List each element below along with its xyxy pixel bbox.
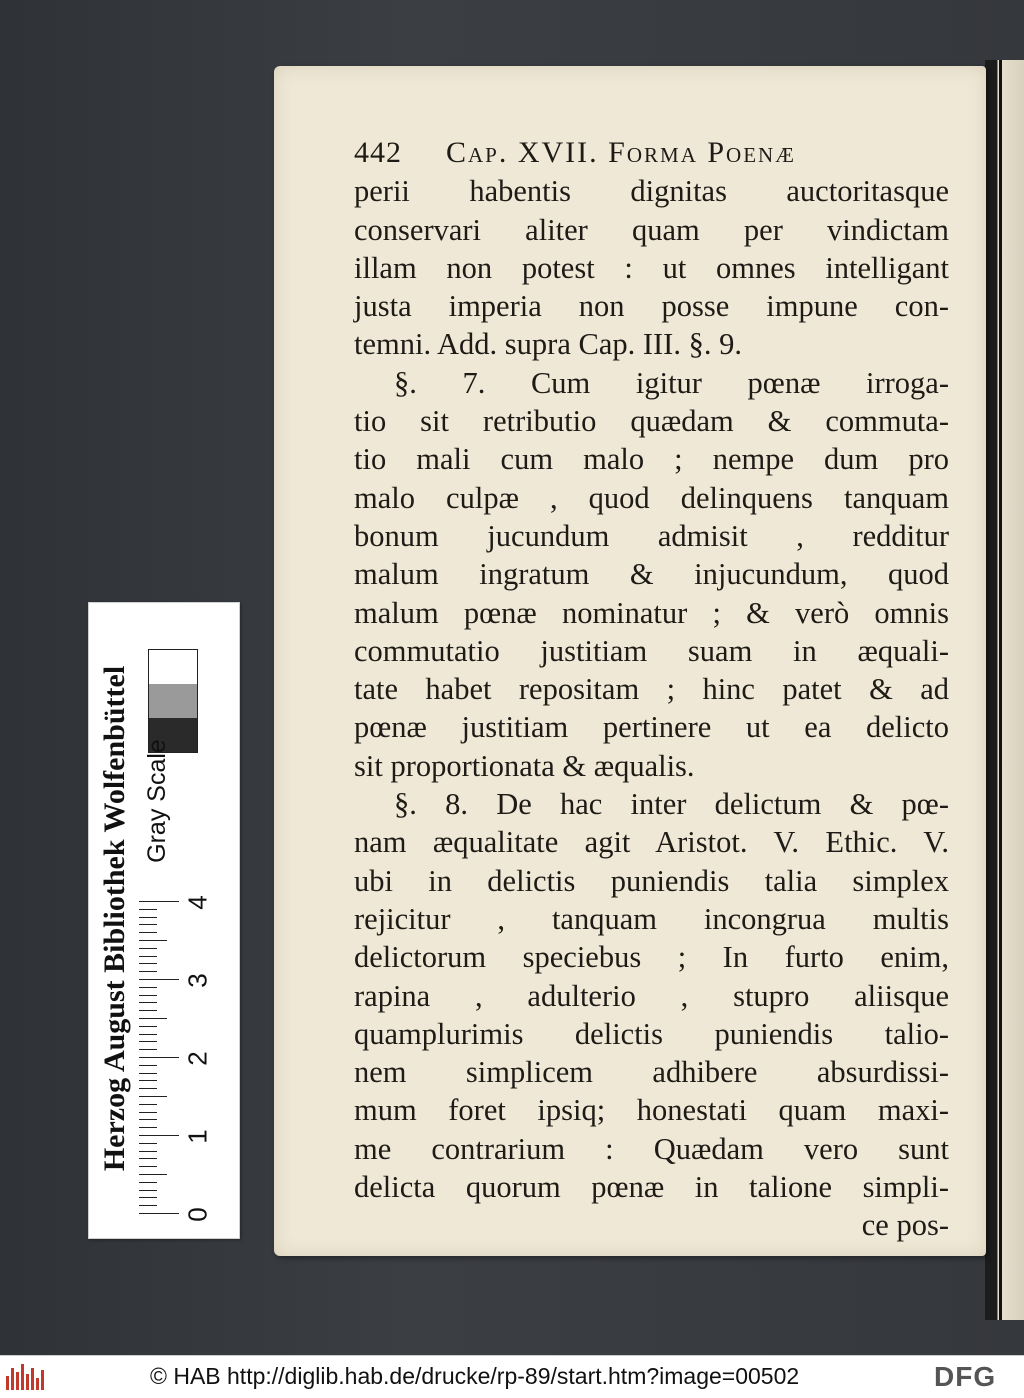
- gray-scale-ruler: [88, 602, 240, 1239]
- ruler-tick: [139, 909, 157, 910]
- text-line: quamplurimis delictis puniendis talio-: [354, 1016, 949, 1051]
- text-line: sit proportionata & æqualis.: [354, 748, 695, 783]
- text-line: tio mali cum malo ; nempe dum pro: [354, 442, 949, 477]
- text-line: commutatio justitiam suam in æquali-: [354, 633, 949, 668]
- ruler-title: Herzog August Bibliothek Wolfenbüttel: [98, 665, 131, 1172]
- ruler-tick: [139, 901, 179, 902]
- ruler-tick: [139, 1065, 157, 1066]
- text-line: justa imperia non posse impune con-: [354, 289, 949, 324]
- ruler-tick: [139, 1143, 157, 1144]
- ruler-tick: [139, 1049, 157, 1050]
- text-line: rejicitur , tanquam incongrua multis: [354, 901, 949, 936]
- ruler-tick: [139, 917, 157, 918]
- ruler-tick: [139, 979, 179, 980]
- text-line: tate habet repositam ; hinc patet & ad: [354, 672, 949, 707]
- text-line: §. 8. De hac inter delictum & pœ-: [394, 787, 949, 822]
- ruler-tick: [139, 1127, 157, 1128]
- page-text: [354, 134, 949, 1245]
- next-page-edge: [985, 60, 1024, 1320]
- ruler-tick: [139, 1041, 157, 1042]
- ruler-number: 3: [182, 973, 213, 988]
- text-lines: [354, 172, 949, 1206]
- ruler-tick: [139, 1034, 157, 1035]
- text-line: me contrarium : Quædam vero sunt: [354, 1131, 949, 1166]
- text-line: §. 7. Cum igitur pœnæ irroga-: [394, 365, 949, 400]
- text-line: mum foret ipsiq; honestati quam maxi-: [354, 1093, 949, 1128]
- text-line: nem simplicem adhibere absurdissi-: [354, 1055, 949, 1090]
- ruler-tick: [139, 1088, 157, 1089]
- ruler-tick: [139, 1073, 157, 1074]
- page-number: 442: [354, 136, 402, 169]
- text-line: conservari aliter quam per vindictam: [354, 212, 949, 247]
- text-line: delicta quorum pœnæ in talione simpli-: [354, 1170, 949, 1205]
- ruler-tick: [139, 1213, 179, 1214]
- ruler-tick: [139, 1018, 167, 1019]
- ruler-number: 2: [182, 1051, 213, 1066]
- ruler-tick: [139, 1080, 157, 1081]
- ruler-number: 4: [182, 895, 213, 910]
- text-line: temni. Add. supra Cap. III. §. 9.: [354, 327, 742, 362]
- hab-logo-icon: [6, 1364, 44, 1390]
- ruler-tick: [139, 987, 157, 988]
- ruler-tick: [139, 1135, 179, 1136]
- book-page: [274, 66, 986, 1256]
- ruler-tick: [139, 971, 157, 972]
- text-line: pœnæ justitiam pertinere ut ea delicto: [354, 710, 949, 745]
- dfg-logo: DFG: [934, 1361, 997, 1392]
- ruler-tick: [139, 948, 157, 949]
- ruler-tick: [139, 932, 157, 933]
- ruler-tick: [139, 1112, 157, 1113]
- footer-bar: [0, 1355, 1024, 1398]
- swatch-gray: [149, 684, 197, 718]
- ruler-tick: [139, 1096, 167, 1097]
- swatch-white: [149, 650, 197, 684]
- text-line: tio sit retributio quædam & commuta-: [354, 404, 949, 439]
- ruler-tick: [139, 924, 157, 925]
- ruler-tick: [139, 963, 157, 964]
- text-line: malo culpæ , quod delinquens tanquam: [354, 480, 949, 515]
- ruler-tick: [139, 1104, 157, 1105]
- ruler-tick: [139, 1182, 157, 1183]
- ruler-tick: [139, 1026, 157, 1027]
- ruler-tick: [139, 1002, 157, 1003]
- ruler-number: 1: [182, 1129, 213, 1144]
- text-line: rapina , adulterio , stupro aliisque: [354, 978, 949, 1013]
- ruler-tick: [139, 1151, 157, 1152]
- ruler-tick: [139, 1190, 157, 1191]
- catchword: ce pos-: [861, 1208, 949, 1243]
- running-head: [354, 134, 949, 172]
- ruler-tick: [139, 1057, 179, 1058]
- footer-link[interactable]: © HAB http://diglib.hab.de/drucke/rp-89/start.htm?image=00502: [150, 1363, 800, 1389]
- text-line: ubi in delictis puniendis talia simplex: [354, 863, 949, 898]
- text-line: malum ingratum & injucundum, quod: [354, 557, 949, 592]
- chapter-title: Cap. XVII. Forma Poenæ: [446, 136, 796, 169]
- text-line: malum pœnæ nominatur ; & verò omnis: [354, 595, 949, 630]
- ruler-tick: [139, 1205, 157, 1206]
- ruler-tick: [139, 1174, 167, 1175]
- ruler-tick: [139, 1010, 157, 1011]
- ruler-tick: [139, 995, 157, 996]
- ruler-number: 0: [182, 1207, 213, 1222]
- ruler-tick: [139, 1166, 157, 1167]
- text-line: bonum jucundum admisit , redditur: [354, 518, 949, 553]
- text-line: nam æqualitate agit Aristot. V. Ethic. V.: [354, 825, 949, 860]
- ruler-tick: [139, 956, 157, 957]
- ruler-ticks: [139, 893, 213, 1223]
- gray-scale-label: Gray Scale: [143, 739, 171, 863]
- text-line: delictorum speciebus ; In furto enim,: [354, 940, 949, 975]
- text-line: perii habentis dignitas auctoritasque: [354, 174, 949, 209]
- ruler-tick: [139, 1158, 157, 1159]
- text-line: illam non potest : ut omnes intelligant: [354, 250, 949, 285]
- ruler-tick: [139, 940, 167, 941]
- ruler-tick: [139, 1197, 157, 1198]
- ruler-tick: [139, 1119, 157, 1120]
